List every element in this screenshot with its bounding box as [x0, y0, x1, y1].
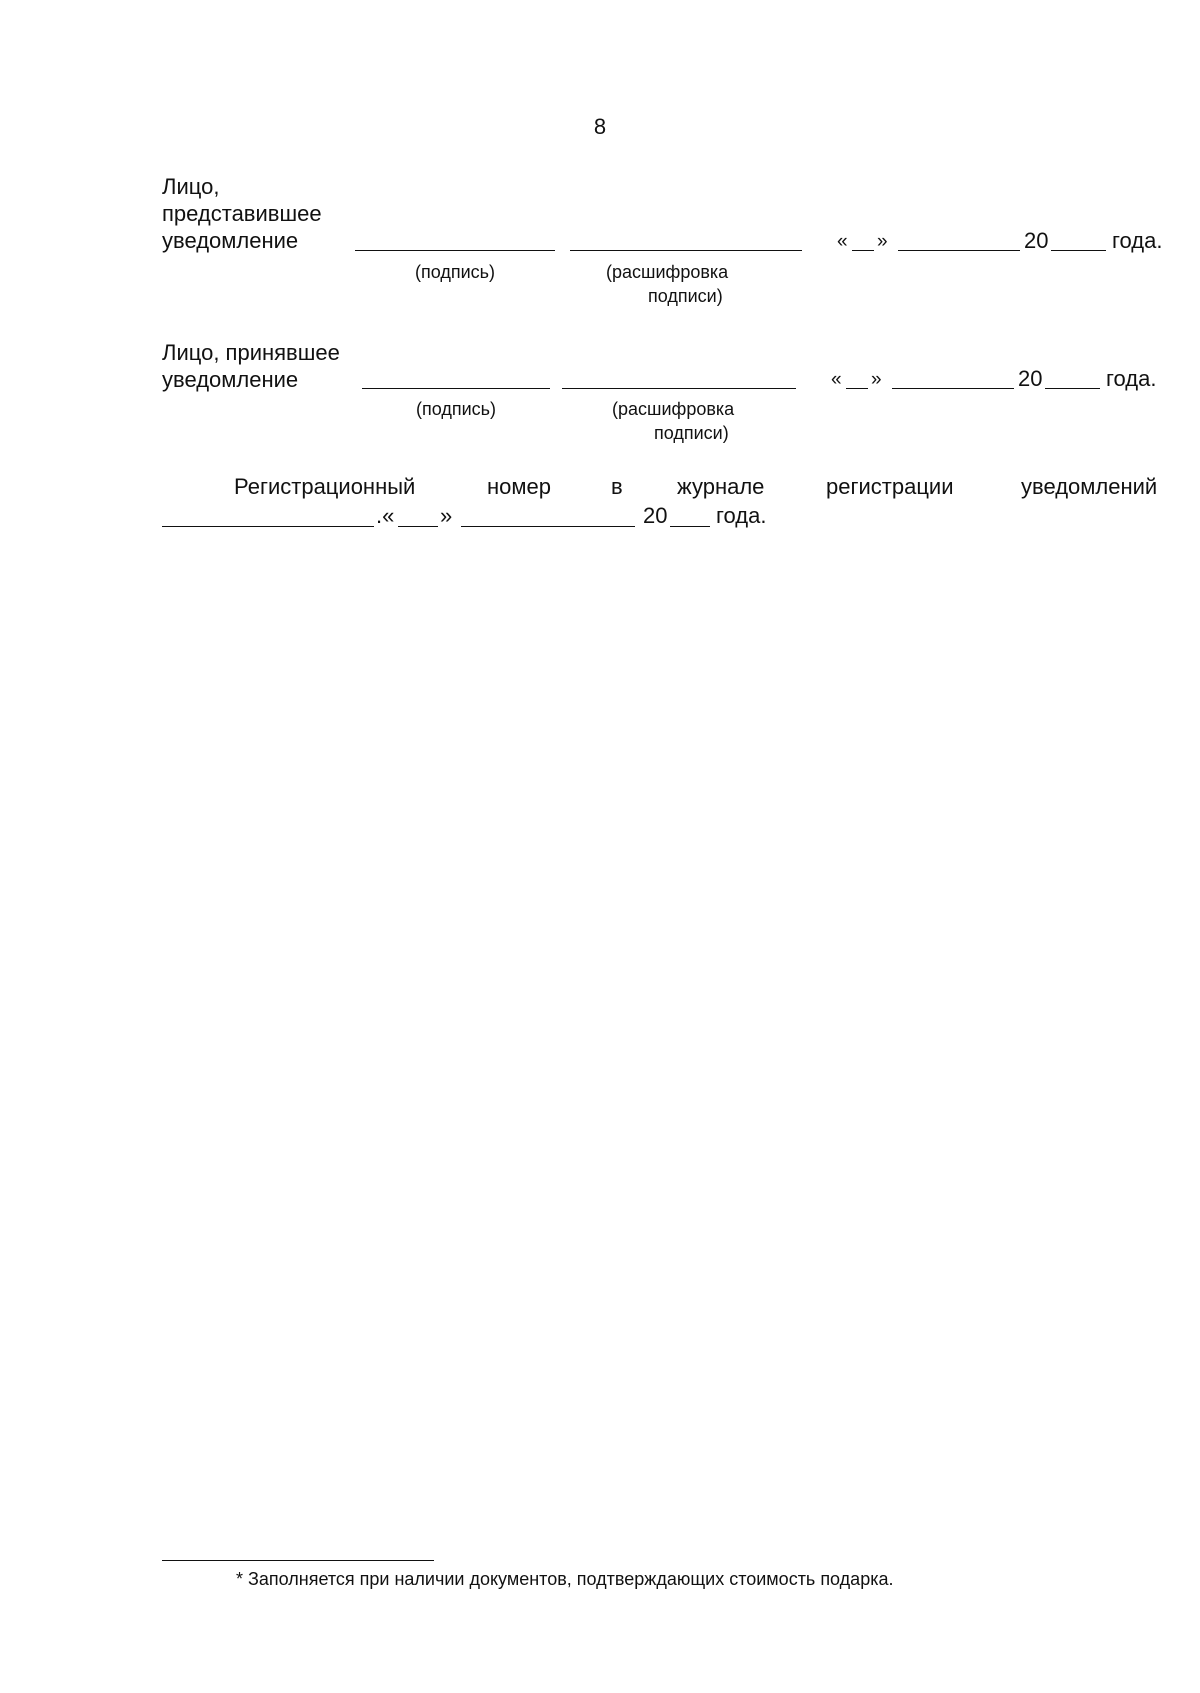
registration-word-4: журнале	[677, 474, 765, 499]
submitter-month-line[interactable]	[898, 250, 1020, 251]
registration-word-2: номер	[487, 474, 551, 499]
submitter-date-close: »	[877, 231, 888, 252]
submitter-day-line[interactable]	[852, 250, 874, 251]
submitter-label-line2: представившее	[162, 201, 322, 226]
footnote-separator	[162, 1560, 434, 1561]
receiver-year-line[interactable]	[1045, 388, 1100, 389]
registration-word-1: Регистрационный	[234, 474, 416, 499]
submitter-year-prefix: 20	[1024, 228, 1049, 253]
page-number: 8	[593, 114, 607, 139]
receiver-decoding-caption-line2: подписи)	[654, 423, 729, 443]
registration-day-line[interactable]	[398, 526, 438, 527]
submitter-signature-caption: (подпись)	[414, 262, 496, 282]
registration-year-prefix: 20	[643, 503, 668, 528]
submitter-date-open: «	[837, 231, 848, 252]
receiver-date-close: »	[871, 369, 882, 390]
receiver-day-line[interactable]	[846, 388, 868, 389]
submitter-year-line[interactable]	[1051, 250, 1106, 251]
receiver-date-open: «	[831, 369, 842, 390]
submitter-label-line3: уведомление	[162, 228, 299, 253]
submitter-signature-line[interactable]	[355, 250, 555, 251]
registration-close-quote: »	[440, 503, 453, 528]
registration-year-suffix: года.	[716, 503, 767, 528]
receiver-decoding-caption-line1: (расшифровка	[612, 399, 735, 419]
receiver-label-line2: уведомление	[162, 367, 299, 392]
receiver-decoding-line[interactable]	[562, 388, 796, 389]
submitter-decoding-line[interactable]	[570, 250, 802, 251]
registration-number-line[interactable]	[162, 526, 374, 527]
registration-dot-quote: .«	[376, 503, 395, 528]
receiver-label-line1: Лицо, принявшее	[162, 340, 340, 365]
submitter-decoding-caption-line2: подписи)	[648, 286, 723, 306]
footnote-text: * Заполняется при наличии документов, подтверждающих стоимость подарка.	[236, 1569, 894, 1589]
submitter-decoding-caption-line1: (расшифровка	[606, 262, 729, 282]
registration-word-5: регистрации	[826, 474, 954, 499]
registration-year-line[interactable]	[670, 526, 710, 527]
receiver-month-line[interactable]	[892, 388, 1014, 389]
submitter-year-suffix: года.	[1112, 228, 1163, 253]
submitter-label-line1: Лицо,	[162, 174, 220, 199]
registration-word-3: в	[611, 474, 623, 499]
receiver-year-suffix: года.	[1106, 366, 1157, 391]
registration-word-6: уведомлений	[1021, 474, 1158, 499]
receiver-signature-caption: (подпись)	[415, 399, 497, 419]
registration-month-line[interactable]	[461, 526, 635, 527]
receiver-signature-line[interactable]	[362, 388, 550, 389]
receiver-year-prefix: 20	[1018, 366, 1043, 391]
